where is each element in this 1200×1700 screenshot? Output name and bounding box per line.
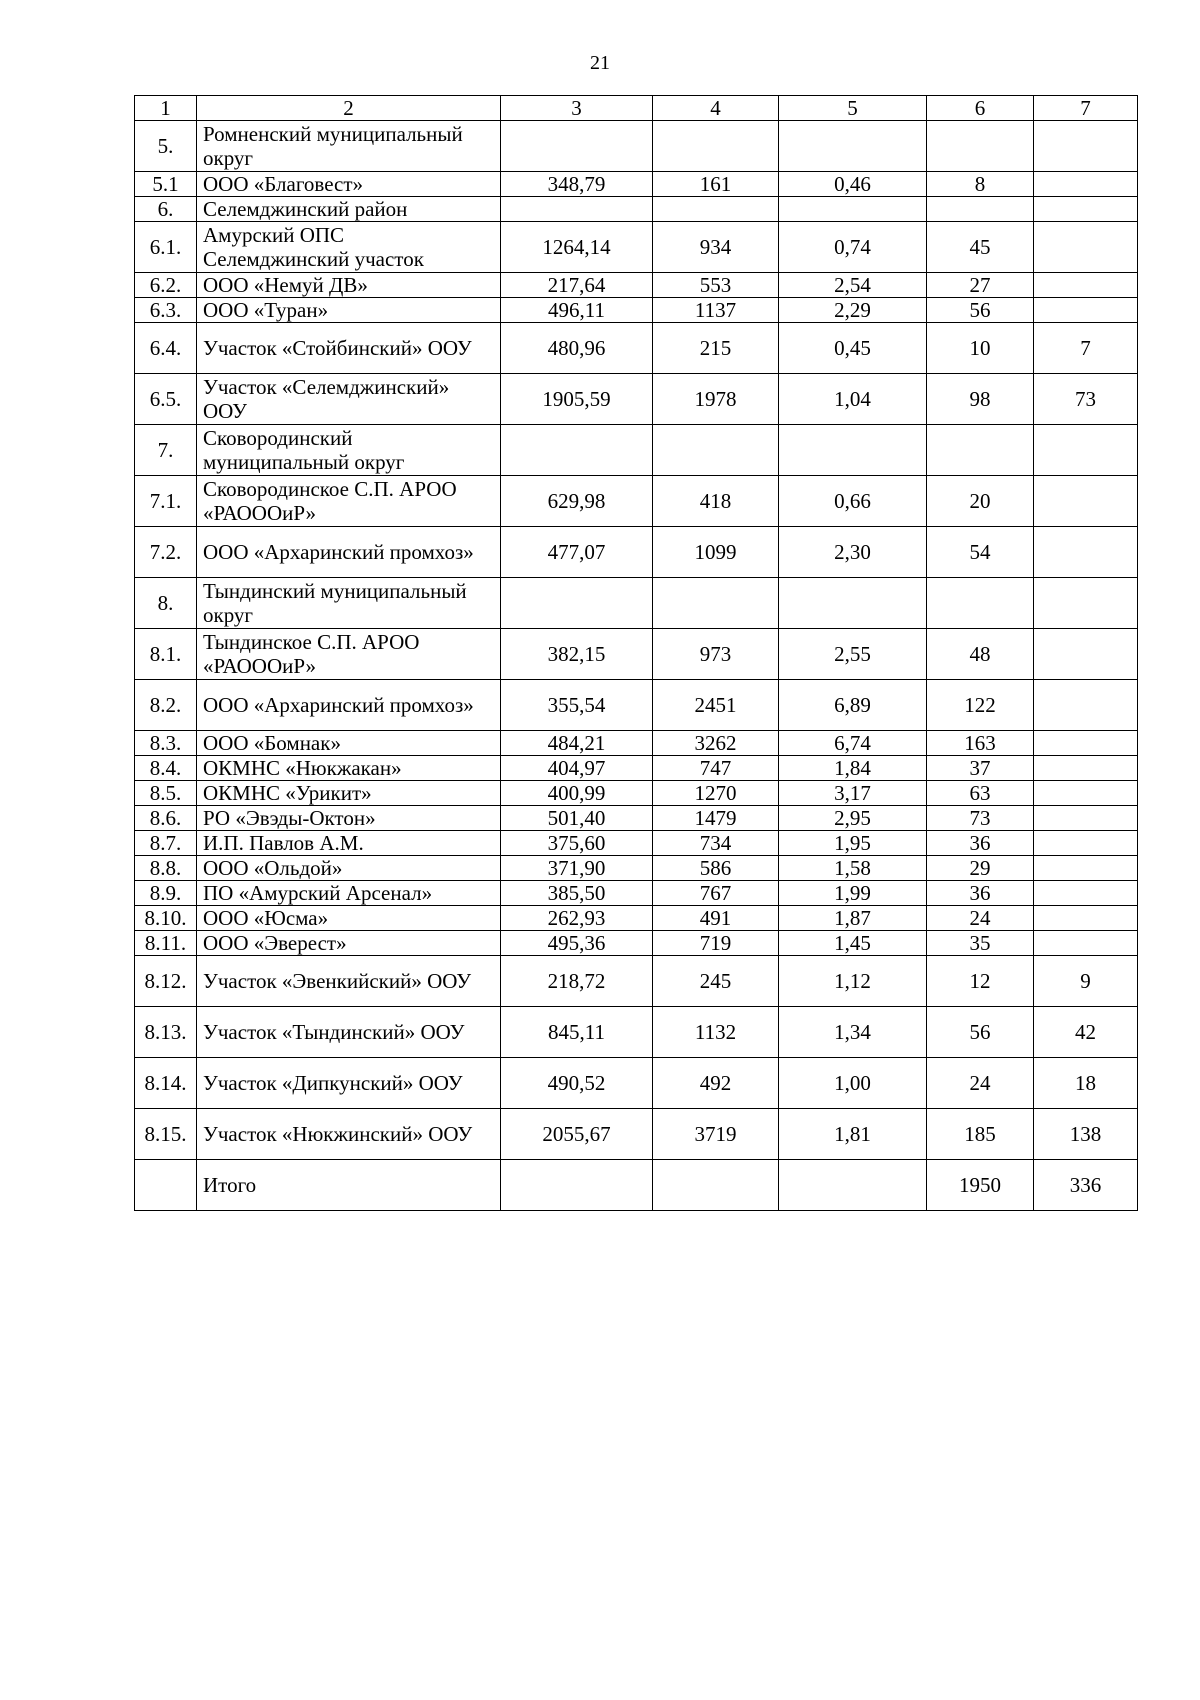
- row-number: 6.2.: [135, 273, 197, 298]
- col-5-value: 3,17: [779, 781, 927, 806]
- row-number: 8.4.: [135, 756, 197, 781]
- row-name: Селемджинский район: [197, 197, 501, 222]
- col-3-value: 348,79: [501, 172, 653, 197]
- row-name: ООО «Архаринский промхоз»: [197, 527, 501, 578]
- row-number: 6.5.: [135, 374, 197, 425]
- row-name: Участок «Эвенкийский» ООУ: [197, 956, 501, 1007]
- col-5-value: [779, 121, 927, 172]
- row-number: 8.8.: [135, 856, 197, 881]
- col-5-value: 1,04: [779, 374, 927, 425]
- row-name: Сковородинский муниципальный округ: [197, 425, 501, 476]
- col-6-value: 45: [927, 222, 1034, 273]
- col-7-value: [1034, 629, 1138, 680]
- col-3-value: 495,36: [501, 931, 653, 956]
- table-row: [135, 731, 1138, 756]
- table-row: [135, 121, 1138, 172]
- col-3-value: 629,98: [501, 476, 653, 527]
- col-3-value: 355,54: [501, 680, 653, 731]
- col-6-value: 36: [927, 881, 1034, 906]
- row-number: 8.: [135, 578, 197, 629]
- table-row: [135, 425, 1138, 476]
- col-4-value: 1099: [653, 527, 779, 578]
- row-name: ООО «Архаринский промхоз»: [197, 680, 501, 731]
- row-number: 8.15.: [135, 1109, 197, 1160]
- col-4-value: 973: [653, 629, 779, 680]
- col-3-value: 477,07: [501, 527, 653, 578]
- col-3-value: 484,21: [501, 731, 653, 756]
- col-5-value: 1,81: [779, 1109, 927, 1160]
- table-row: [135, 222, 1138, 273]
- col-7-value: [1034, 476, 1138, 527]
- row-number: 8.1.: [135, 629, 197, 680]
- col-6-value: 163: [927, 731, 1034, 756]
- table-row: [135, 806, 1138, 831]
- table-row: [135, 197, 1138, 222]
- row-number: 8.6.: [135, 806, 197, 831]
- col-6-value: [927, 121, 1034, 172]
- row-name: РО «Эвэды-Октон»: [197, 806, 501, 831]
- header-cell: 3: [501, 96, 653, 121]
- col-6-value: 24: [927, 906, 1034, 931]
- col-6-value: 73: [927, 806, 1034, 831]
- header-cell: 7: [1034, 96, 1138, 121]
- col-3-value: 382,15: [501, 629, 653, 680]
- col-3-value: 480,96: [501, 323, 653, 374]
- row-number: 8.9.: [135, 881, 197, 906]
- col-4-value: 215: [653, 323, 779, 374]
- header-cell: 1: [135, 96, 197, 121]
- row-name: Участок «Селемджинский» ООУ: [197, 374, 501, 425]
- col-7-value: [1034, 578, 1138, 629]
- col-7-value: [1034, 425, 1138, 476]
- table-row: [135, 1160, 1138, 1211]
- row-name: Участок «Стойбинский» ООУ: [197, 323, 501, 374]
- col-3-value: 490,52: [501, 1058, 653, 1109]
- col-4-value: 734: [653, 831, 779, 856]
- col-7-value: [1034, 931, 1138, 956]
- col-3-value: 400,99: [501, 781, 653, 806]
- col-7-value: 138: [1034, 1109, 1138, 1160]
- row-name: Тындинский муниципальный округ: [197, 578, 501, 629]
- col-6-value: 54: [927, 527, 1034, 578]
- col-6-value: [927, 197, 1034, 222]
- col-5-value: 2,55: [779, 629, 927, 680]
- col-4-value: 934: [653, 222, 779, 273]
- table-header-row: [135, 96, 1138, 121]
- col-3-value: 2055,67: [501, 1109, 653, 1160]
- col-5-value: 1,12: [779, 956, 927, 1007]
- col-5-value: 6,89: [779, 680, 927, 731]
- row-number: 7.1.: [135, 476, 197, 527]
- col-7-value: [1034, 527, 1138, 578]
- col-7-value: [1034, 731, 1138, 756]
- col-7-value: [1034, 906, 1138, 931]
- header-cell: 2: [197, 96, 501, 121]
- col-3-value: 845,11: [501, 1007, 653, 1058]
- col-5-value: 1,34: [779, 1007, 927, 1058]
- col-6-value: 185: [927, 1109, 1034, 1160]
- col-3-value: 501,40: [501, 806, 653, 831]
- col-6-value: 20: [927, 476, 1034, 527]
- table-row: [135, 931, 1138, 956]
- col-5-value: 1,99: [779, 881, 927, 906]
- row-name: ПО «Амурский Арсенал»: [197, 881, 501, 906]
- col-3-value: 1905,59: [501, 374, 653, 425]
- col-4-value: 767: [653, 881, 779, 906]
- row-name: Участок «Нюкжинский» ООУ: [197, 1109, 501, 1160]
- table-row: [135, 527, 1138, 578]
- table-row: [135, 906, 1138, 931]
- col-4-value: 586: [653, 856, 779, 881]
- row-name: Итого: [197, 1160, 501, 1211]
- col-3-value: 496,11: [501, 298, 653, 323]
- row-name: ООО «Юсма»: [197, 906, 501, 931]
- row-number: 8.2.: [135, 680, 197, 731]
- col-6-value: 27: [927, 273, 1034, 298]
- table-row: [135, 856, 1138, 881]
- row-name: ООО «Немуй ДВ»: [197, 273, 501, 298]
- row-name: Амурский ОПС Селемджинский участок: [197, 222, 501, 273]
- col-4-value: [653, 1160, 779, 1211]
- col-3-value: [501, 578, 653, 629]
- row-name: Участок «Дипкунский» ООУ: [197, 1058, 501, 1109]
- row-name: ООО «Благовест»: [197, 172, 501, 197]
- row-number: 8.7.: [135, 831, 197, 856]
- col-7-value: [1034, 831, 1138, 856]
- col-4-value: 1137: [653, 298, 779, 323]
- table-row: [135, 781, 1138, 806]
- col-5-value: 2,30: [779, 527, 927, 578]
- col-4-value: [653, 578, 779, 629]
- col-7-value: [1034, 856, 1138, 881]
- col-3-value: [501, 121, 653, 172]
- col-6-value: 12: [927, 956, 1034, 1007]
- row-name: Участок «Тындинский» ООУ: [197, 1007, 501, 1058]
- col-7-value: [1034, 781, 1138, 806]
- col-5-value: 1,95: [779, 831, 927, 856]
- col-4-value: 3719: [653, 1109, 779, 1160]
- col-3-value: 217,64: [501, 273, 653, 298]
- header-cell: 5: [779, 96, 927, 121]
- table-row: [135, 956, 1138, 1007]
- col-6-value: 10: [927, 323, 1034, 374]
- col-7-value: [1034, 121, 1138, 172]
- col-6-value: 56: [927, 298, 1034, 323]
- table-row: [135, 1058, 1138, 1109]
- table-row: [135, 578, 1138, 629]
- col-4-value: 747: [653, 756, 779, 781]
- table-row: [135, 273, 1138, 298]
- col-7-value: [1034, 756, 1138, 781]
- table-row: [135, 1109, 1138, 1160]
- col-6-value: 63: [927, 781, 1034, 806]
- row-name: ООО «Бомнак»: [197, 731, 501, 756]
- col-6-value: 122: [927, 680, 1034, 731]
- row-number: 8.3.: [135, 731, 197, 756]
- col-3-value: 371,90: [501, 856, 653, 881]
- header-cell: 6: [927, 96, 1034, 121]
- col-7-value: 18: [1034, 1058, 1138, 1109]
- col-7-value: [1034, 222, 1138, 273]
- table-row: [135, 298, 1138, 323]
- col-4-value: 1479: [653, 806, 779, 831]
- row-number: 8.5.: [135, 781, 197, 806]
- col-5-value: 1,00: [779, 1058, 927, 1109]
- row-number: 8.10.: [135, 906, 197, 931]
- col-4-value: 553: [653, 273, 779, 298]
- table-row: [135, 323, 1138, 374]
- col-6-value: 36: [927, 831, 1034, 856]
- col-6-value: 37: [927, 756, 1034, 781]
- table-row: [135, 476, 1138, 527]
- col-7-value: [1034, 881, 1138, 906]
- col-3-value: 218,72: [501, 956, 653, 1007]
- row-number: 6.4.: [135, 323, 197, 374]
- col-6-value: 8: [927, 172, 1034, 197]
- col-4-value: 1132: [653, 1007, 779, 1058]
- col-6-value: 29: [927, 856, 1034, 881]
- row-name: И.П. Павлов А.М.: [197, 831, 501, 856]
- row-number: 6.1.: [135, 222, 197, 273]
- col-3-value: [501, 425, 653, 476]
- col-7-value: 9: [1034, 956, 1138, 1007]
- col-6-value: [927, 578, 1034, 629]
- col-4-value: 1978: [653, 374, 779, 425]
- col-4-value: [653, 121, 779, 172]
- col-6-value: [927, 425, 1034, 476]
- row-name: ОКМНС «Урикит»: [197, 781, 501, 806]
- col-3-value: 375,60: [501, 831, 653, 856]
- table-row: [135, 374, 1138, 425]
- row-number: 7.2.: [135, 527, 197, 578]
- header-cell: 4: [653, 96, 779, 121]
- row-number: 8.13.: [135, 1007, 197, 1058]
- col-6-value: 1950: [927, 1160, 1034, 1211]
- col-7-value: 73: [1034, 374, 1138, 425]
- col-5-value: 1,58: [779, 856, 927, 881]
- col-4-value: [653, 197, 779, 222]
- col-4-value: 491: [653, 906, 779, 931]
- table-row: [135, 756, 1138, 781]
- col-5-value: 1,45: [779, 931, 927, 956]
- col-3-value: 1264,14: [501, 222, 653, 273]
- col-4-value: 3262: [653, 731, 779, 756]
- col-5-value: 0,46: [779, 172, 927, 197]
- row-number: 8.12.: [135, 956, 197, 1007]
- col-4-value: 161: [653, 172, 779, 197]
- row-number: 6.3.: [135, 298, 197, 323]
- row-number: 8.14.: [135, 1058, 197, 1109]
- row-name: ОКМНС «Нюкжакан»: [197, 756, 501, 781]
- col-4-value: 418: [653, 476, 779, 527]
- table-row: [135, 680, 1138, 731]
- col-5-value: 0,66: [779, 476, 927, 527]
- row-number: 6.: [135, 197, 197, 222]
- col-5-value: [779, 1160, 927, 1211]
- col-5-value: [779, 197, 927, 222]
- col-5-value: 2,95: [779, 806, 927, 831]
- col-4-value: [653, 425, 779, 476]
- col-3-value: 262,93: [501, 906, 653, 931]
- row-name: ООО «Туран»: [197, 298, 501, 323]
- col-4-value: 1270: [653, 781, 779, 806]
- table-row: [135, 172, 1138, 197]
- col-5-value: [779, 578, 927, 629]
- row-number: 7.: [135, 425, 197, 476]
- col-4-value: 245: [653, 956, 779, 1007]
- row-name: Ромненский муниципальный округ: [197, 121, 501, 172]
- row-number: 5.1: [135, 172, 197, 197]
- data-table: [134, 95, 1138, 1211]
- col-5-value: 0,45: [779, 323, 927, 374]
- col-6-value: 98: [927, 374, 1034, 425]
- col-7-value: 336: [1034, 1160, 1138, 1211]
- col-4-value: 719: [653, 931, 779, 956]
- row-number: 8.11.: [135, 931, 197, 956]
- col-3-value: [501, 197, 653, 222]
- page-number: 21: [590, 52, 610, 74]
- table-row: [135, 831, 1138, 856]
- row-number: 5.: [135, 121, 197, 172]
- table-row: [135, 629, 1138, 680]
- col-3-value: [501, 1160, 653, 1211]
- col-6-value: 56: [927, 1007, 1034, 1058]
- col-5-value: 1,84: [779, 756, 927, 781]
- row-name: Тындинское С.П. АРОО «РАОООиР»: [197, 629, 501, 680]
- col-6-value: 24: [927, 1058, 1034, 1109]
- col-4-value: 2451: [653, 680, 779, 731]
- col-4-value: 492: [653, 1058, 779, 1109]
- col-3-value: 404,97: [501, 756, 653, 781]
- col-6-value: 35: [927, 931, 1034, 956]
- col-7-value: [1034, 197, 1138, 222]
- row-name: ООО «Ольдой»: [197, 856, 501, 881]
- table-row: [135, 881, 1138, 906]
- row-name: ООО «Эверест»: [197, 931, 501, 956]
- col-5-value: 1,87: [779, 906, 927, 931]
- col-7-value: [1034, 172, 1138, 197]
- col-5-value: 0,74: [779, 222, 927, 273]
- col-7-value: [1034, 680, 1138, 731]
- col-5-value: 2,54: [779, 273, 927, 298]
- col-7-value: [1034, 806, 1138, 831]
- col-7-value: [1034, 273, 1138, 298]
- row-name: Сковородинское С.П. АРОО «РАОООиР»: [197, 476, 501, 527]
- col-7-value: 42: [1034, 1007, 1138, 1058]
- col-5-value: [779, 425, 927, 476]
- row-number: [135, 1160, 197, 1211]
- col-6-value: 48: [927, 629, 1034, 680]
- col-7-value: [1034, 298, 1138, 323]
- col-3-value: 385,50: [501, 881, 653, 906]
- col-7-value: 7: [1034, 323, 1138, 374]
- col-5-value: 2,29: [779, 298, 927, 323]
- col-5-value: 6,74: [779, 731, 927, 756]
- table-row: [135, 1007, 1138, 1058]
